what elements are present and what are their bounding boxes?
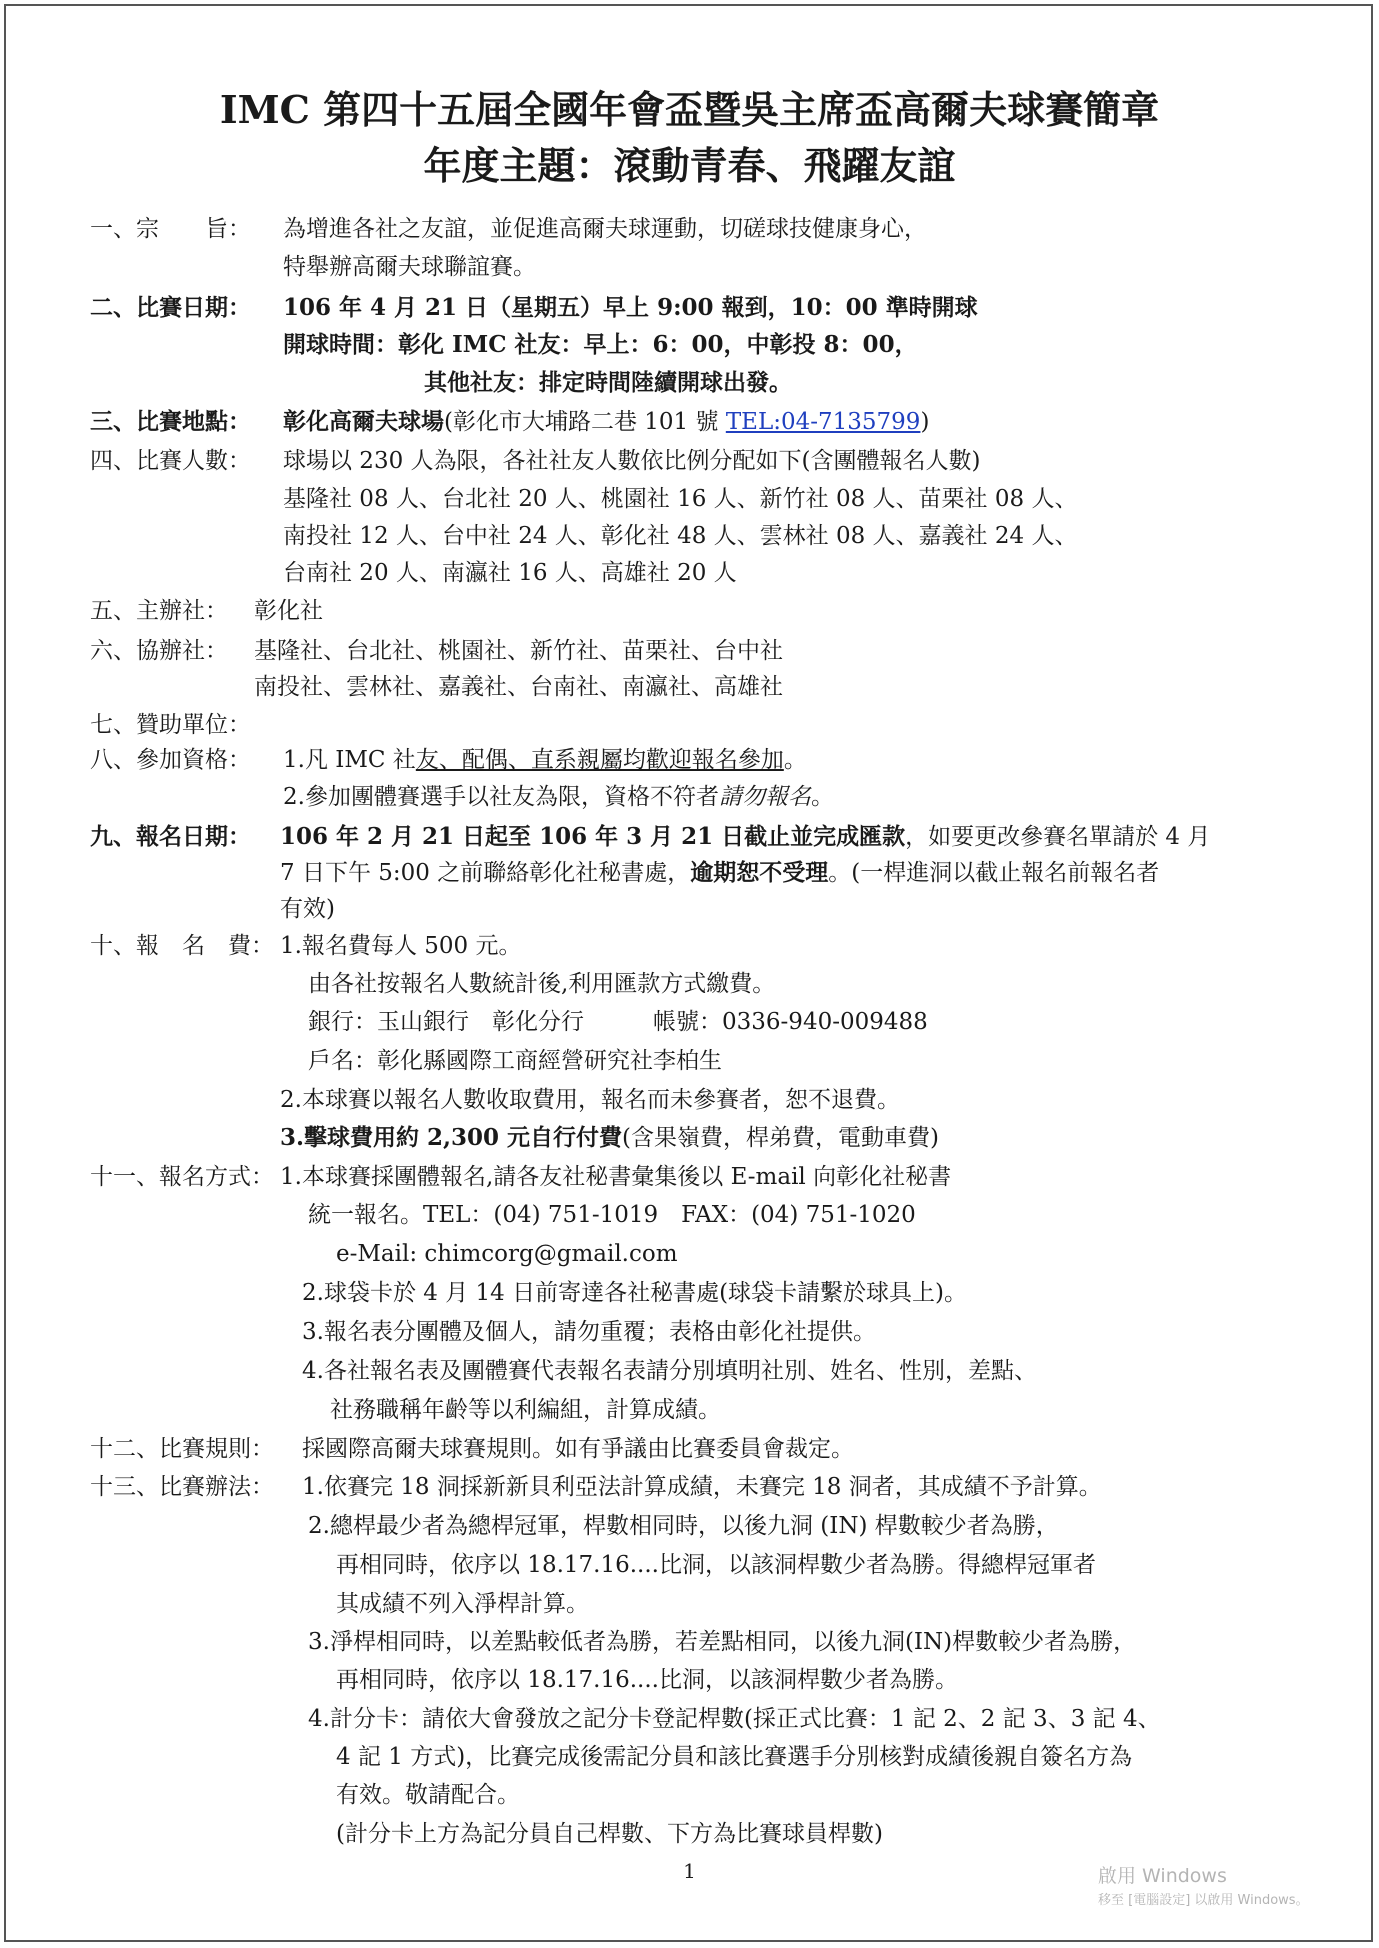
- section-11-email: e-Mail: chimcorg@gmail.com: [336, 1241, 678, 1267]
- section-10-line-1: 1.報名費每人 500 元。: [280, 933, 522, 959]
- section-8-label: 八、參加資格：: [90, 747, 251, 773]
- venue-address: (彰化市大埔路二巷 101 號: [444, 409, 726, 435]
- activate-windows-hint: 移至 [電腦設定] 以啟用 Windows。: [1098, 1893, 1309, 1908]
- registration-change-note: ，如要更改參賽名單請於 4 月: [905, 824, 1211, 850]
- section-5-label: 五、主辦社：: [90, 598, 228, 624]
- section-13-line-5: 3.淨桿相同時，以差點較低者為勝，若差點相同，以後九洞(IN)桿數較少者為勝，: [308, 1629, 1137, 1655]
- green-fee-note: 3.擊球費用約 2,300 元自行付費: [280, 1124, 623, 1151]
- eligibility-italic: 請勿報名: [718, 784, 811, 810]
- section-1-line-1: 為增進各社之友誼，並促進高爾夫球運動，切磋球技健康身心，: [283, 216, 927, 242]
- green-fee-detail: (含果嶺費，桿弟費，電動車費): [622, 1125, 939, 1151]
- section-4-line-4: 台南社 20 人、南瀛社 16 人、高雄社 20 人: [283, 560, 737, 586]
- section-10-line-5: 2.本球賽以報名人數收取費用，報名而未參賽者，恕不退費。: [280, 1087, 900, 1113]
- section-11-line-7: 社務職稱年齡等以利編組，計算成績。: [330, 1397, 721, 1423]
- section-13-line-2: 2.總桿最少者為總桿冠軍，桿數相同時，以後九洞 (IN) 桿數較少者為勝，: [308, 1513, 1059, 1539]
- eligibility-underlined: 友、配偶、直系親屬均歡迎報名參加: [415, 747, 784, 773]
- activate-windows-watermark: 啟用 Windows: [1098, 1865, 1227, 1887]
- section-9-label: 九、報名日期：: [90, 823, 251, 850]
- section-2-line-2: 開球時間：彰化 IMC 社友：早上：6：00，中彰投 8：00，: [283, 331, 918, 358]
- document-subtitle: 年度主題：滾動青春、飛躍友誼: [423, 143, 956, 188]
- section-11-line-1: 1.本球賽採團體報名,請各友社秘書彙集後以 E-mail 向彰化社秘書: [280, 1164, 952, 1190]
- section-9-line-1: [280, 822, 1210, 852]
- section-4-line-2: 基隆社 08 人、台北社 20 人、桃園社 16 人、新竹社 08 人、苗栗社 08 人、: [283, 486, 1078, 512]
- section-8-line-1: [283, 745, 807, 775]
- section-11-line-5: 3.報名表分團體及個人，請勿重覆；表格由彰化社提供。: [302, 1319, 876, 1345]
- section-9-line-2: [280, 858, 1159, 888]
- section-11-line-6: 4.各社報名表及團體賽代表報名表請分別填明社別、姓名、性別，差點、: [302, 1358, 1037, 1384]
- hole-in-one-note: 。(一桿進洞以截止報名前報名者: [828, 860, 1160, 886]
- section-13-label: 十三、比賽辦法：: [90, 1474, 274, 1500]
- section-2-line-1: 106 年 4 月 21 日（星期五）早上 9:00 報到，10：00 準時開球: [283, 294, 978, 321]
- section-2-line-3: 其他社友：排定時間陸續開球出發。: [424, 369, 792, 396]
- section-5-line-1: 彰化社: [254, 598, 323, 624]
- section-9-line-3: 有效): [280, 896, 335, 922]
- page-number: 1: [683, 1859, 696, 1883]
- registration-period: 106 年 2 月 21 日起至 106 年 3 月 21 日截止並完成匯款: [280, 823, 906, 850]
- section-13-line-4: 其成績不列入淨桿計算。: [336, 1591, 589, 1617]
- section-2-label: 二、比賽日期：: [90, 294, 251, 321]
- section-3-line: [283, 407, 929, 437]
- eligibility-team-end: 。: [810, 784, 834, 810]
- section-10-line-6: [280, 1123, 939, 1153]
- section-1-label: 一、宗 旨：: [90, 216, 251, 242]
- eligibility-text-a: 1.凡 IMC 社: [283, 747, 416, 773]
- section-12-line-1: 採國際高爾夫球賽規則。如有爭議由比賽委員會裁定。: [302, 1436, 854, 1462]
- section-11-label: 十一、報名方式：: [90, 1164, 274, 1190]
- section-3-label: 三、比賽地點：: [90, 408, 251, 435]
- late-not-accepted: 逾期恕不受理: [690, 859, 829, 886]
- section-4-line-1: 球場以 230 人為限，各社社友人數依比例分配如下(含團體報名人數): [283, 448, 981, 474]
- eligibility-team-text: 2.參加團體賽選手以社友為限，資格不符者: [283, 784, 719, 810]
- venue-address-close: ): [920, 409, 930, 435]
- section-11-line-4: 2.球袋卡於 4 月 14 日前寄達各社秘書處(球袋卡請繫於球具上)。: [302, 1280, 968, 1306]
- section-6-line-2: 南投社、雲林社、嘉義社、台南社、南瀛社、高雄社: [254, 674, 783, 700]
- section-6-line-1: 基隆社、台北社、桃園社、新竹社、苗栗社、台中社: [254, 638, 783, 664]
- section-13-line-6: 再相同時，依序以 18.17.16....比洞，以該洞桿數少者為勝。: [336, 1667, 958, 1693]
- venue-name: 彰化高爾夫球場: [283, 408, 444, 435]
- section-12-label: 十二、比賽規則：: [90, 1436, 274, 1462]
- section-13-line-9: 有效。敬請配合。: [336, 1782, 520, 1808]
- section-13-line-7: 4.計分卡：請依大會發放之記分卡登記桿數(採正式比賽：1 記 2、2 記 3、3 記 4、: [308, 1706, 1161, 1732]
- section-4-line-3: 南投社 12 人、台中社 24 人、彰化社 48 人、雲林社 08 人、嘉義社 24 人、: [283, 523, 1078, 549]
- document-title: IMC 第四十五屆全國年會盃暨吳主席盃高爾夫球賽簡章: [219, 87, 1160, 132]
- section-13-line-1: 1.依賽完 18 洞採新新貝利亞法計算成績，未賽完 18 洞者，其成績不予計算。: [302, 1474, 1102, 1500]
- section-10-line-2: 由各社按報名人數統計後,利用匯款方式繳費。: [308, 971, 776, 997]
- section-13-line-10: (計分卡上方為記分員自己桿數、下方為比賽球員桿數): [336, 1821, 883, 1847]
- section-8-line-2: [283, 782, 834, 812]
- section-10-label: 十、報 名 費：: [90, 933, 274, 959]
- section-11-contact: 統一報名。TEL：(04) 751-1019 FAX：(04) 751-1020: [308, 1202, 916, 1228]
- section-6-label: 六、協辦社：: [90, 638, 228, 664]
- section-10-account-name: 戶名：彰化縣國際工商經營研究社李柏生: [308, 1048, 722, 1074]
- section-10-bank-line: 銀行：玉山銀行 彰化分行 帳號：0336-940-009488: [308, 1009, 928, 1035]
- section-13-line-8: 4 記 1 方式)，比賽完成後需記分員和該比賽選手分別核對成績後親自簽名方為: [336, 1744, 1133, 1770]
- section-4-label: 四、比賽人數：: [90, 448, 251, 474]
- section-13-line-3: 再相同時，依序以 18.17.16....比洞，以該洞桿數少者為勝。得總桿冠軍者: [336, 1552, 1096, 1578]
- section-7-label: 七、贊助單位：: [90, 712, 251, 738]
- venue-tel-link[interactable]: TEL:04-7135799: [725, 409, 921, 435]
- section-1-line-2: 特舉辦高爾夫球聯誼賽。: [283, 254, 536, 280]
- registration-deadline-note: 7 日下午 5:00 之前聯絡彰化社秘書處，: [280, 860, 691, 886]
- eligibility-text-c: 。: [783, 747, 807, 773]
